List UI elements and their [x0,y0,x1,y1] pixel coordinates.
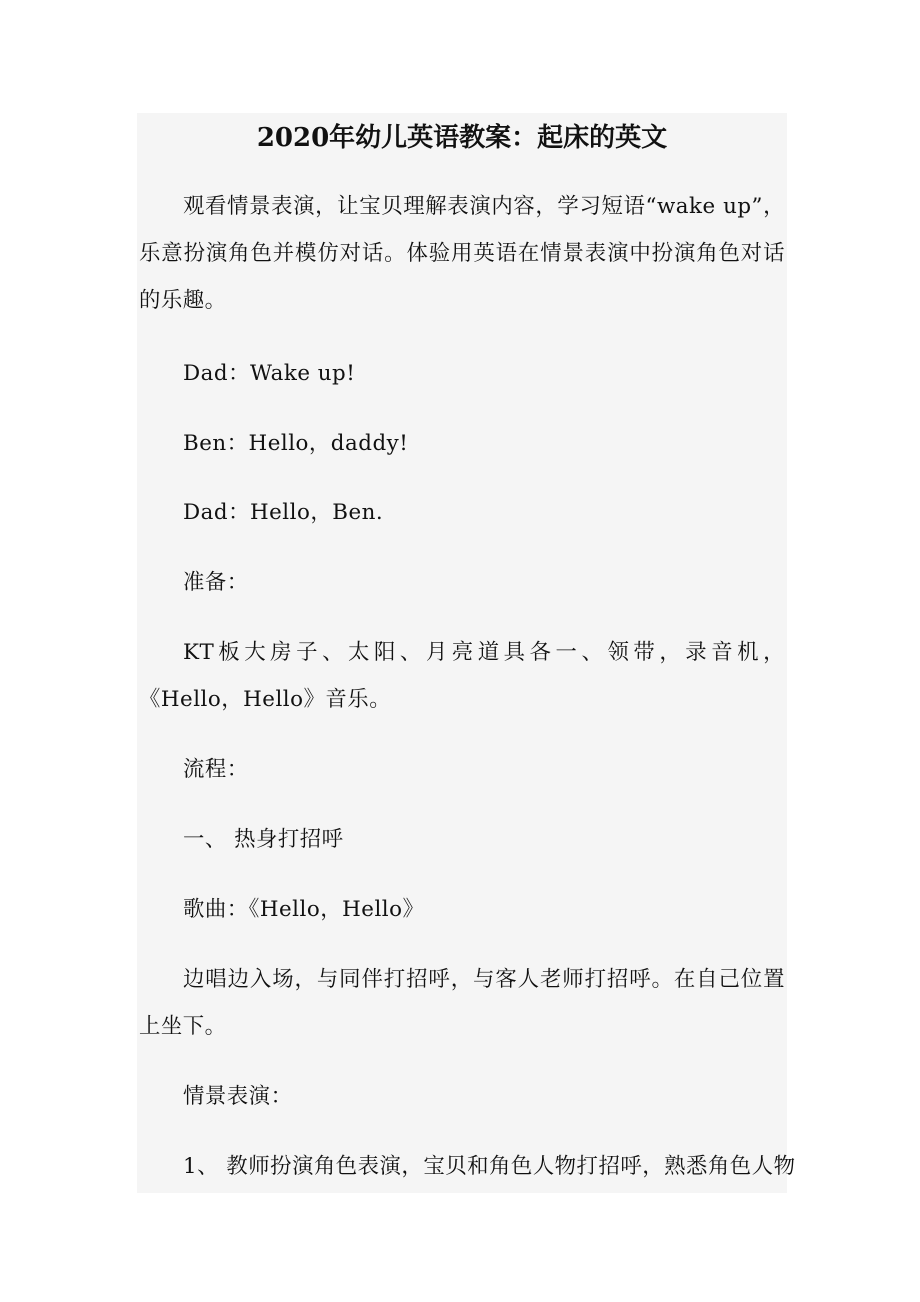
paragraph-dialogue-3: Dad：Hello，Ben. [183,500,384,525]
paragraph-dialogue-2: Ben：Hello，daddy! [183,431,409,456]
paragraph-scenario-step-1: 1、 教师扮演角色表演，宝贝和角色人物打招呼，熟悉角色人物 [183,1154,796,1179]
paragraph-intro: 观看情景表演，让宝贝理解表演内容，学习短语“wake up”，乐意扮演角色并模仿对话。体验用英语在情景表演中扮演角色对话的乐趣。 [139,194,785,313]
paragraph-step-1-heading: 一、 热身打招呼 [183,827,344,852]
paragraph-preparation-heading: 准备： [183,570,249,595]
paragraph-process-heading: 流程： [183,757,249,782]
paragraph-materials: KT板大房子、太阳、月亮道具各一、领带，录音机，《Hello，Hello》音乐。 [139,640,785,712]
paragraph-greeting: 边唱边入场，与同伴打招呼，与客人老师打招呼。在自己位置上坐下。 [139,967,785,1039]
paragraph-dialogue-1: Dad：Wake up! [183,361,356,386]
document-title: 2020年幼儿英语教案：起床的英文 [256,123,668,153]
paragraph-song: 歌曲：《Hello，Hello》 [183,897,425,922]
paragraph-scenario-heading: 情景表演： [183,1084,293,1109]
